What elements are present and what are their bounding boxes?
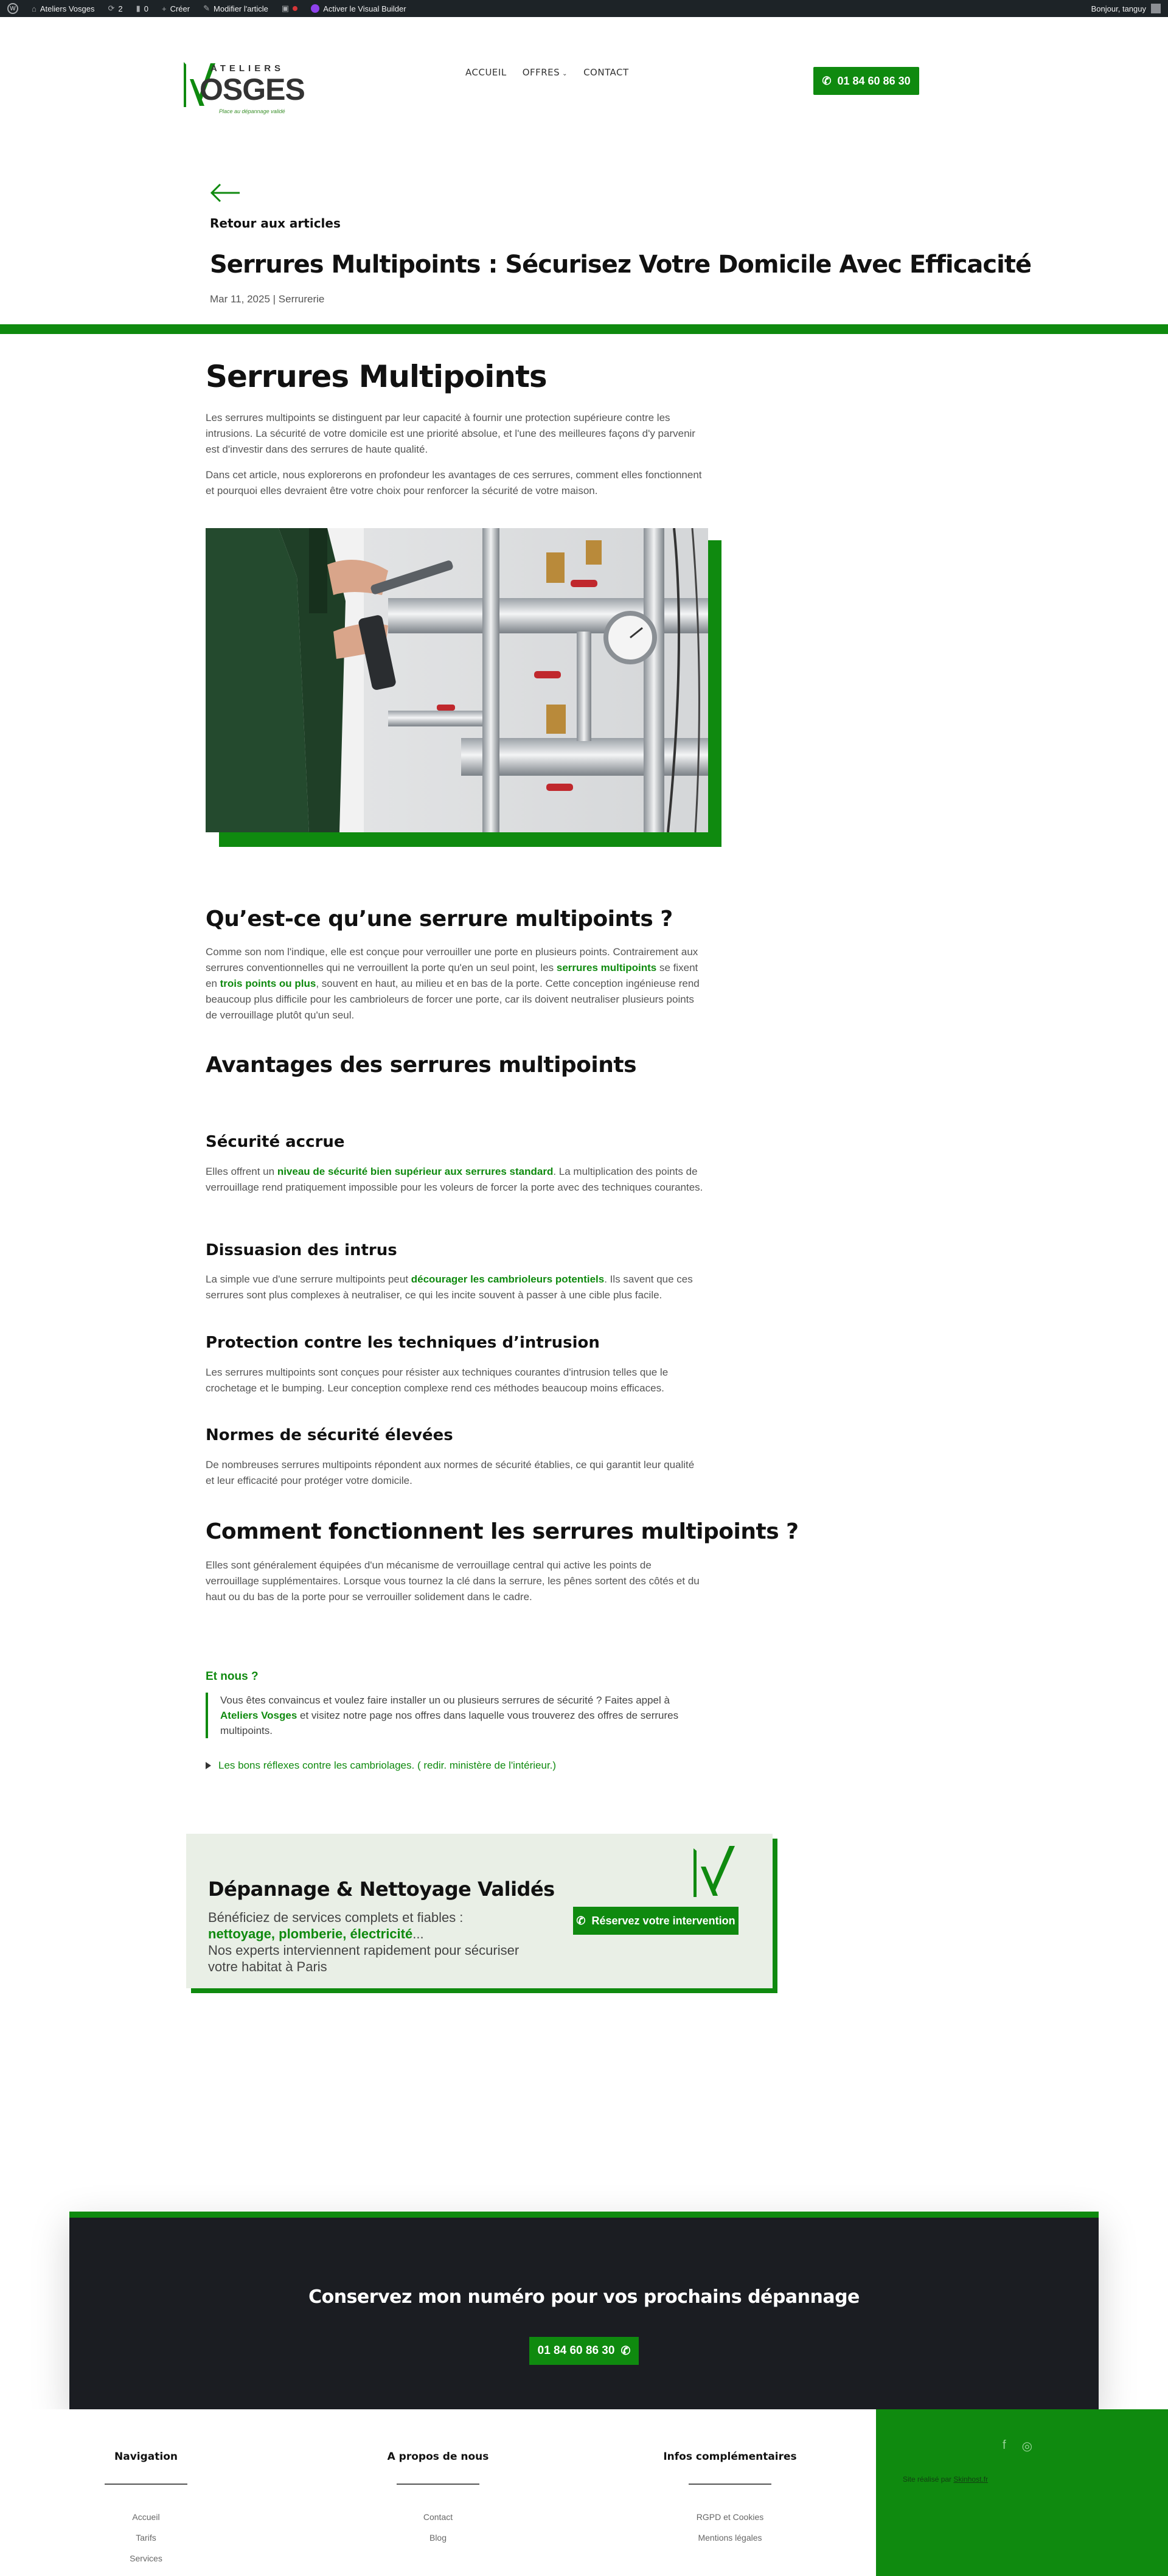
status-dot-icon: [293, 6, 297, 11]
cta-title: Dépannage & Nettoyage Validés: [208, 1878, 555, 1901]
ateliers-vosges-link[interactable]: Ateliers Vosges: [220, 1710, 297, 1721]
advantage-text-security: Elles offrent un niveau de sécurité bien supérieur aux serrures standard. La multiplication des points de verrouillage rend pratiquement impossible pour les voleurs de forcer la porte avec des techniques courantes.: [206, 1166, 703, 1193]
footer-link-accueil[interactable]: Accueil: [132, 2512, 160, 2522]
cta-panel: [186, 1834, 773, 1988]
admin-comments[interactable]: ▮ 0: [136, 4, 148, 13]
footer-col-about: [347, 2409, 529, 2548]
pencil-icon: ✎: [203, 4, 210, 13]
divider: [397, 2484, 479, 2485]
hero-image-block: [206, 528, 721, 847]
section-heading-how-it-works: Comment fonctionnent les serrures multipoints ?: [206, 1519, 799, 1544]
footer-green-panel: [876, 2409, 1168, 2576]
facebook-icon[interactable]: f: [1003, 2438, 1006, 2452]
divider: [689, 2484, 771, 2485]
wordpress-icon: W: [7, 3, 18, 14]
phone-band-button[interactable]: 01 84 60 86 30 ✆: [529, 2337, 639, 2365]
footer-link-legal[interactable]: Mentions légales: [698, 2533, 762, 2543]
book-intervention-button[interactable]: ✆ Réservez votre intervention: [573, 1907, 739, 1935]
seo-icon: ▣: [281, 4, 290, 13]
social-links: [1003, 2438, 1032, 2454]
admin-edit[interactable]: ✎ Modifier l'article: [203, 4, 268, 13]
blockquote: Vous êtes convaincus et voulez faire installer un ou plusieurs serrures de sécurité ? Faites appel à Ateliers Vosges et visitez notre page nos offres dans laquelle vous trouverez des offres de serrures multipoints.: [206, 1693, 704, 1738]
advantage-title-security: Sécurité accrue: [206, 1133, 345, 1151]
phone-band-title: Conservez mon numéro pour vos prochains dépannage: [308, 2286, 860, 2308]
home-icon: ⌂: [32, 4, 36, 13]
advantage-title-norms: Normes de sécurité élevées: [206, 1426, 453, 1444]
back-to-articles-link[interactable]: Retour aux articles: [210, 216, 341, 231]
post-meta: Mar 11, 2025 | Serrurerie: [210, 293, 325, 305]
admin-account[interactable]: Bonjour, tanguy: [1091, 4, 1161, 13]
arrow-left-icon[interactable]: [209, 183, 241, 203]
site-footer: [0, 2409, 1168, 2576]
footer-link-contact[interactable]: Contact: [423, 2512, 453, 2522]
instagram-icon[interactable]: ◎: [1021, 2440, 1033, 2453]
et-nous-heading: Et nous ?: [206, 1670, 259, 1683]
avatar: [1151, 4, 1161, 13]
nav-item-offres[interactable]: OFFRES ⌄: [522, 67, 568, 78]
disclosure-triangle-icon: [206, 1762, 211, 1769]
divider: [105, 2484, 187, 2485]
footer-col-navigation: [55, 2409, 237, 2569]
footer-link-blog[interactable]: Blog: [429, 2533, 447, 2543]
intro-paragraph-1: Les serrures multipoints se distinguent par leur capacité à fournir une protection supérieure contre les intrusions. La sécurité de votre domicile est une priorité absolue, et l'une des meilleures façons d'y parvenir est d'investir dans des serrures de haute qualité.: [206, 412, 695, 455]
admin-bar: [0, 0, 1168, 17]
plumber-image: [206, 528, 708, 832]
site-logo[interactable]: [181, 58, 303, 113]
admin-extras[interactable]: [282, 4, 297, 13]
logo-tagline: Place au dépannage validé: [219, 108, 285, 114]
divi-icon: [311, 4, 319, 13]
highlight-security-level: niveau de sécurité bien supérieur aux serrures standard: [277, 1166, 554, 1177]
chevron-down-icon: ⌄: [562, 71, 568, 77]
footer-col-info: [639, 2409, 821, 2548]
phone-icon: ✆: [822, 74, 832, 87]
cta-box: [186, 1834, 777, 1993]
advantage-text-protection: Les serrures multipoints sont conçues pour résister aux techniques courantes d'intrusion telles que le crochetage et le bumping. Leur conception complexe rend ces méthodes beaucoup moins efficaces.: [206, 1366, 669, 1394]
main-nav: [465, 67, 629, 78]
wordpress-menu[interactable]: [7, 3, 18, 14]
footer-col-title: Infos complémentaires: [663, 2451, 797, 2463]
article-heading: Serrures Multipoints: [206, 359, 547, 394]
footer-link-services[interactable]: Services: [130, 2553, 162, 2563]
nav-item-contact[interactable]: CONTACT: [583, 67, 629, 78]
header-phone-button[interactable]: ✆ 01 84 60 86 30: [813, 67, 919, 95]
article-intro: [206, 359, 704, 509]
site-header: [0, 17, 1168, 145]
logo-top-text: ATELIERS: [210, 63, 285, 74]
divider: [0, 324, 1168, 334]
section-text-what-is: Comme son nom l'indique, elle est conçue pour verrouiller une porte en plusieurs points. Contrairement aux serrures conventionnelles qui ne verrouillent la porte qu'en un seul point, les serrures multipoints se fixent en trois points ou plus, souvent en haut, au milieu et en bas de la porte. Cette conception ingénieuse rend beaucoup plus difficile pour les cambrioleurs de forcer une porte, car ils doivent neutraliser plusieurs points de verrouillage plutôt qu'un seul.: [206, 946, 700, 1021]
nav-item-accueil[interactable]: ACCUEIL: [465, 67, 507, 78]
post-title: Serrures Multipoints : Sécurisez Votre Domicile Avec Efficacité: [210, 251, 1032, 279]
phone-band: [69, 2212, 1099, 2412]
phone-icon: ✆: [576, 1914, 586, 1927]
highlight-serrures-multipoints: serrures multipoints: [556, 962, 657, 973]
comments-icon: ▮: [136, 4, 141, 13]
section-text-how-it-works: Elles sont généralement équipées d'un mécanisme de verrouillage central qui active les points de verrouillage supplémentaires. Lorsque vous tournez la clé dans la serrure, les pênes sortent des côtés et du haut ou du bas de la porte pour se verrouiller solidement dans le cadre.: [206, 1559, 700, 1603]
admin-updates[interactable]: ⟳ 2: [108, 4, 123, 13]
credit-link[interactable]: Skinhost.fr: [953, 2475, 989, 2484]
highlight-trois-points: trois points ou plus: [220, 978, 316, 989]
section-heading-advantages: Avantages des serrures multipoints: [206, 1053, 637, 1077]
footer-col-title: Navigation: [114, 2451, 178, 2463]
checkmark-logo-icon: [691, 1842, 740, 1901]
admin-new[interactable]: + Créer: [162, 4, 190, 13]
advantage-text-norms: De nombreuses serrures multipoints répondent aux normes de sécurité établies, ce qui garantit leur qualité et leur efficacité pour protéger votre domicile.: [206, 1459, 695, 1486]
advantage-text-dissuasion: La simple vue d'une serrure multipoints peut décourager les cambrioleurs potentiels. Ils savent que ces serrures sont plus complexes à neutraliser, ce qui les incite souvent à passer à une cible plus facile.: [206, 1273, 693, 1301]
updates-icon: ⟳: [108, 4, 115, 13]
phone-icon: ✆: [620, 2344, 631, 2358]
footer-link-rgpd[interactable]: RGPD et Cookies: [696, 2512, 764, 2522]
cta-text: Bénéficiez de services complets et fiables : nettoyage, plomberie, électricité... Nos experts interviennent rapidement pour sécuriser votre habitat à Paris: [208, 1910, 520, 1974]
advantage-title-protection: Protection contre les techniques d’intrusion: [206, 1334, 600, 1352]
advantage-title-dissuasion: Dissuasion des intrus: [206, 1241, 397, 1259]
admin-site-name[interactable]: ⌂ Ateliers Vosges: [32, 4, 95, 13]
highlight-discourage: décourager les cambrioleurs potentiels: [411, 1273, 605, 1285]
intro-paragraph-2: Dans cet article, nous explorerons en profondeur les avantages de ces serrures, comment elles fonctionnent et pourquoi elles devraient être votre choix pour renforcer la sécurité de votre maison.: [206, 469, 702, 496]
footer-credit: Site réalisé par Skinhost.fr: [903, 2475, 989, 2484]
footer-col-title: A propos de nous: [387, 2451, 489, 2463]
section-heading-what-is: Qu’est-ce qu’une serrure multipoints ?: [206, 907, 673, 931]
cta-services: nettoyage, plomberie, électricité: [208, 1926, 413, 1941]
footer-link-tarifs[interactable]: Tarifs: [136, 2533, 156, 2543]
details-toggle[interactable]: Les bons réflexes contre les cambriolages. ( redir. ministère de l'intérieur.): [206, 1760, 556, 1772]
admin-visual-builder[interactable]: Activer le Visual Builder: [311, 4, 406, 13]
logo-main-text: OSGES: [200, 72, 305, 106]
plus-icon: +: [162, 4, 167, 13]
